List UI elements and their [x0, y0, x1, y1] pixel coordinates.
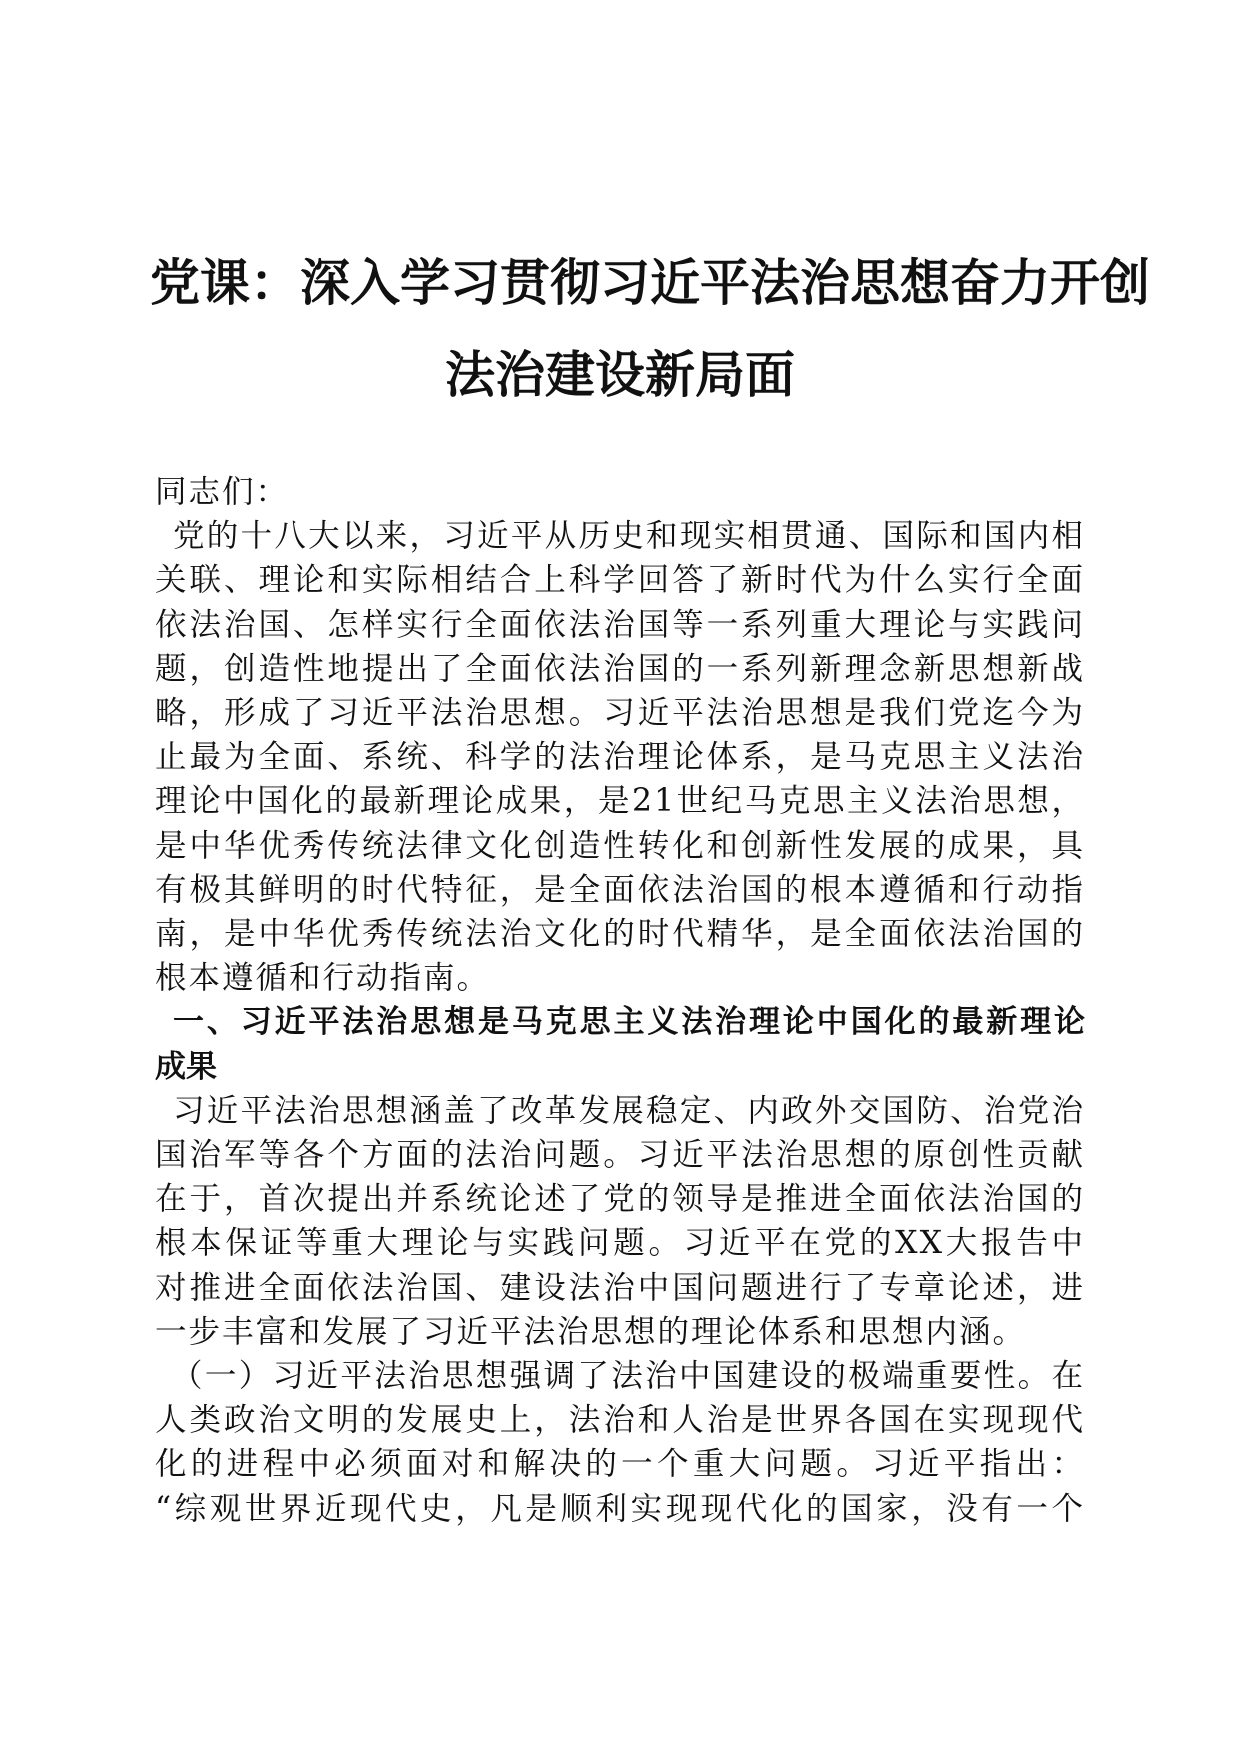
paragraph-line: 化的进程中必须面对和解决的一个重大问题。习近平指出：	[155, 1446, 1085, 1483]
document-title-line-2: 法治建设新局面	[445, 345, 795, 404]
paragraph-line: 南，是中华优秀传统法治文化的时代精华，是全面依法治国的	[155, 916, 1085, 953]
document-title-line-1: 党课：深入学习贯彻习近平法治思想奋力开创	[150, 253, 1150, 312]
paragraph-line: 根本保证等重大理论与实践问题。习近平在党的XX大报告中	[155, 1225, 1085, 1262]
salutation	[155, 470, 1085, 514]
heading-line: 成果	[155, 1048, 217, 1085]
paragraph-line: 国治军等各个方面的法治问题。习近平法治思想的原创性贡献	[155, 1137, 1085, 1174]
paragraph-line: “综观世界近现代史，凡是顺利实现现代化的国家，没有一个	[155, 1490, 1085, 1527]
paragraph-1	[155, 514, 1085, 1000]
salutation-line: 同志们：	[155, 474, 290, 510]
paragraph-line: 是中华优秀传统法律文化创造性转化和创新性发展的成果，具	[155, 827, 1085, 864]
document-body	[155, 470, 1085, 1531]
paragraph-line: 根本遵循和行动指南。	[155, 960, 491, 997]
paragraph-line: 关联、理论和实际相结合上科学回答了新时代为什么实行全面	[155, 562, 1085, 599]
paragraph-line: 止最为全面、系统、科学的法治理论体系，是马克思主义法治	[155, 739, 1085, 776]
paragraph-line: 题，创造性地提出了全面依法治国的一系列新理念新思想新战	[155, 650, 1085, 687]
paragraph-line: 在于，首次提出并系统论述了党的领导是推进全面依法治国的	[155, 1181, 1085, 1218]
paragraph-line: 依法治国、怎样实行全面依法治国等一系列重大理论与实践问	[155, 606, 1085, 643]
paragraph-line: 理论中国化的最新理论成果，是21世纪马克思主义法治思想，	[155, 783, 1085, 820]
paragraph-line: （一）习近平法治思想强调了法治中国建设的极端重要性。在	[171, 1358, 1085, 1395]
paragraph-2	[155, 1089, 1085, 1354]
paragraph-line: 对推进全面依法治国、建设法治中国问题进行了专章论述，进	[155, 1269, 1085, 1306]
paragraph-3	[155, 1354, 1085, 1531]
heading-line: 一、习近平法治思想是马克思主义法治理论中国化的最新理论	[173, 1004, 1085, 1041]
paragraph-line: 人类政治文明的发展史上，法治和人治是世界各国在实现现代	[155, 1402, 1085, 1439]
paragraph-line: 有极其鲜明的时代特征，是全面依法治国的根本遵循和行动指	[155, 871, 1085, 908]
paragraph-line: 略，形成了习近平法治思想。习近平法治思想是我们党迄今为	[155, 695, 1085, 732]
section-heading-1	[155, 1000, 1085, 1088]
paragraph-line: 一步丰富和发展了习近平法治思想的理论体系和思想内涵。	[155, 1313, 1027, 1350]
paragraph-line: 习近平法治思想涵盖了改革发展稳定、内政外交国防、治党治	[173, 1092, 1085, 1129]
paragraph-line: 党的十八大以来，习近平从历史和现实相贯通、国际和国内相	[173, 518, 1085, 555]
